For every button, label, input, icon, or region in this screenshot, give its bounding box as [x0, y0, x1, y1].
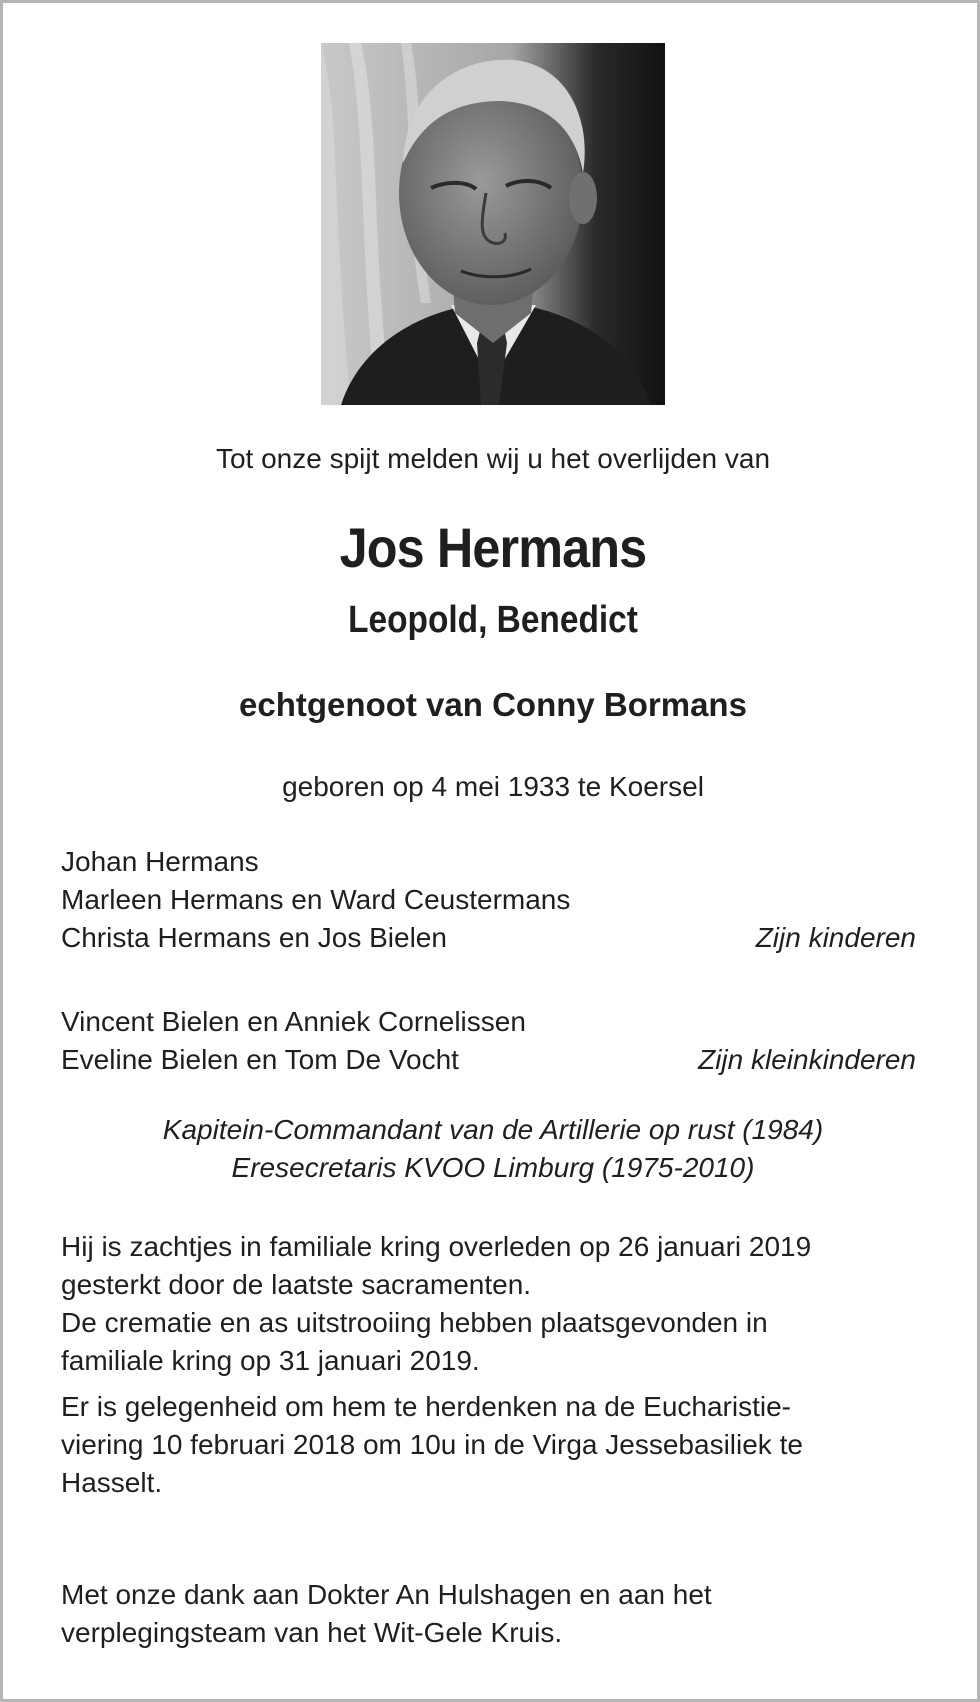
family-member: Johan Hermans [61, 846, 259, 877]
family-line [61, 1041, 916, 1079]
titles-block [3, 1111, 980, 1187]
intro-text: Tot onze spijt melden wij u het overlijden van [215, 443, 771, 474]
paragraph-line: Hij is zachtjes in familiale kring overleden op 26 januari 2019 [61, 1231, 812, 1262]
family-member: Marleen Hermans en Ward Ceustermans [61, 884, 571, 915]
spouse-line: echtgenoot van Conny Bormans [239, 686, 747, 723]
children-list [61, 843, 916, 957]
memorial-paragraph [61, 1388, 931, 1502]
paragraph-line: De crematie en as uitstrooiing hebben plaatsgevonden in [61, 1307, 768, 1338]
death-paragraph [61, 1228, 931, 1380]
family-member: Christa Hermans en Jos Bielen [61, 922, 447, 953]
portrait-photo [321, 43, 665, 405]
paragraph-line: gesterkt door de laatste sacramenten. [61, 1269, 532, 1300]
relation-label: Zijn kleinkinderen [698, 1044, 916, 1075]
paragraph-line: familiale kring op 31 januari 2019. [61, 1345, 480, 1376]
title-line: Eresecretaris KVOO Limburg (1975-2010) [231, 1152, 755, 1183]
birth-line: geboren op 4 mei 1933 te Koersel [282, 771, 704, 802]
family-line [61, 1003, 916, 1041]
portrait-photo-icon [321, 43, 665, 405]
grandchildren-list [61, 1003, 916, 1079]
given-names: Leopold, Benedict [348, 599, 638, 641]
paragraph-line: Er is gelegenheid om hem te herdenken na de Eucharistie- [61, 1391, 791, 1422]
paragraph-line: Met onze dank aan Dokter An Hulshagen en aan het [61, 1579, 712, 1610]
paragraph-line: viering 10 februari 2018 om 10u in de Virga Jessebasiliek te [61, 1429, 803, 1460]
family-member: Eveline Bielen en Tom De Vocht [61, 1044, 459, 1075]
paragraph-line: verplegingsteam van het Wit-Gele Kruis. [61, 1617, 563, 1648]
family-line [61, 881, 916, 919]
family-line [61, 919, 916, 957]
family-member: Vincent Bielen en Anniek Cornelissen [61, 1006, 526, 1037]
paragraph-line: Hasselt. [61, 1467, 163, 1498]
relation-label: Zijn kinderen [755, 922, 916, 953]
title-line: Kapitein-Commandant van de Artillerie op rust (1984) [162, 1114, 824, 1145]
family-line [61, 843, 916, 881]
deceased-name: Jos Hermans [339, 516, 647, 579]
thanks-paragraph [61, 1576, 931, 1652]
